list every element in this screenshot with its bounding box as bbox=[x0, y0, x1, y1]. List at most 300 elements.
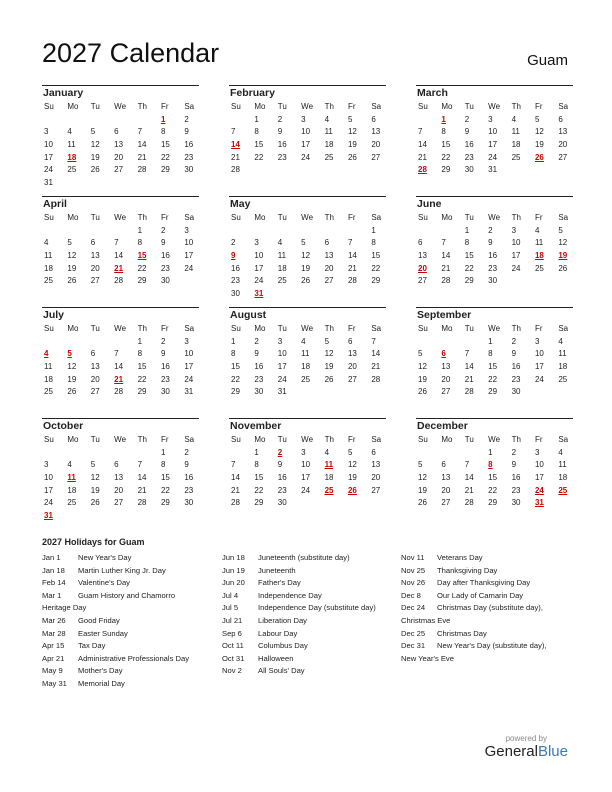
day-cell: 16 bbox=[488, 251, 498, 261]
holiday-day: 5 bbox=[67, 349, 72, 359]
day-cell: 28 bbox=[231, 498, 240, 508]
holiday-day: 2 bbox=[277, 447, 283, 457]
day-cell: 13 bbox=[324, 251, 334, 261]
day-cell: 14 bbox=[114, 251, 124, 261]
weekday-header: Th bbox=[324, 324, 334, 333]
empty-cell bbox=[416, 447, 439, 460]
day-cell: 27 bbox=[114, 498, 124, 508]
holiday-day: 25 bbox=[324, 485, 334, 495]
day-cell: 22 bbox=[488, 485, 498, 495]
day-cell: 3 bbox=[488, 114, 493, 124]
day-cell: 30 bbox=[231, 289, 240, 299]
month-name: August bbox=[230, 309, 267, 321]
day-cell: 17 bbox=[301, 473, 311, 483]
day-grid bbox=[229, 212, 386, 301]
day-cell: 5 bbox=[558, 225, 563, 235]
day-cell: 11 bbox=[534, 238, 544, 248]
day-cell: 3 bbox=[184, 336, 189, 346]
weekday-header: Sa bbox=[558, 213, 569, 222]
holiday-date: Dec 8 bbox=[401, 590, 421, 600]
day-cell: 31 bbox=[277, 387, 287, 397]
holiday-date: Nov 26 bbox=[401, 578, 426, 588]
day-cell: 22 bbox=[231, 374, 240, 384]
day-cell: 22 bbox=[160, 485, 170, 495]
weekday-header: Th bbox=[137, 102, 147, 111]
weekday-header: We bbox=[488, 324, 501, 333]
day-cell: 18 bbox=[558, 473, 568, 483]
holiday-date: Dec 25 bbox=[401, 628, 426, 638]
day-cell: 8 bbox=[464, 238, 470, 248]
empty-cell bbox=[65, 447, 88, 460]
day-cell: 4 bbox=[277, 238, 283, 248]
day-cell: 22 bbox=[464, 263, 474, 273]
holiday-date: Feb 14 bbox=[42, 578, 66, 588]
day-cell: 27 bbox=[371, 485, 381, 495]
weekday-header: Tu bbox=[90, 324, 100, 333]
day-cell: 9 bbox=[511, 460, 517, 470]
day-cell: 8 bbox=[137, 238, 143, 248]
month-name: July bbox=[43, 309, 65, 321]
weekday-header: Fr bbox=[534, 435, 543, 444]
holiday-entry bbox=[222, 628, 376, 641]
holiday-entry bbox=[222, 590, 376, 603]
holiday-day: 9 bbox=[231, 251, 236, 261]
holiday-name: New Year's Eve bbox=[401, 653, 454, 663]
day-cell: 16 bbox=[277, 473, 287, 483]
empty-cell bbox=[323, 225, 346, 238]
day-cell: 15 bbox=[371, 251, 381, 261]
day-cell: 16 bbox=[277, 140, 287, 150]
day-cell: 19 bbox=[418, 374, 427, 384]
day-cell: 12 bbox=[301, 251, 311, 261]
weekday-header: Sa bbox=[184, 213, 195, 222]
weekday-header: Th bbox=[324, 102, 334, 111]
weekday-header: Tu bbox=[90, 102, 100, 111]
day-cell: 23 bbox=[254, 374, 264, 384]
day-cell: 4 bbox=[534, 225, 540, 235]
day-cell: 24 bbox=[184, 374, 194, 384]
day-cell: 23 bbox=[184, 485, 194, 495]
day-cell: 14 bbox=[418, 140, 427, 150]
day-cell: 24 bbox=[488, 152, 498, 162]
month-december bbox=[416, 418, 573, 529]
holiday-name: Juneteenth (substitute day) bbox=[258, 553, 350, 562]
day-cell: 10 bbox=[184, 238, 194, 248]
day-grid bbox=[229, 323, 386, 399]
empty-cell bbox=[416, 336, 439, 349]
day-cell: 11 bbox=[277, 251, 287, 261]
day-cell: 29 bbox=[464, 276, 474, 286]
day-cell: 14 bbox=[441, 251, 451, 261]
day-cell: 9 bbox=[160, 349, 166, 359]
empty-cell bbox=[65, 336, 88, 349]
day-cell: 15 bbox=[160, 473, 170, 483]
weekday-header: Fr bbox=[160, 435, 169, 444]
day-cell: 1 bbox=[254, 447, 259, 457]
holiday-name: Valentine's Day bbox=[78, 578, 130, 588]
day-cell: 5 bbox=[534, 114, 540, 124]
weekday-header: Sa bbox=[371, 324, 382, 333]
day-cell: 14 bbox=[114, 362, 124, 372]
day-cell: 12 bbox=[90, 473, 100, 483]
day-cell: 3 bbox=[254, 238, 259, 248]
day-cell: 27 bbox=[441, 498, 451, 508]
day-cell: 30 bbox=[511, 498, 521, 508]
day-cell: 30 bbox=[464, 165, 474, 175]
month-name: December bbox=[417, 420, 468, 432]
day-cell: 2 bbox=[231, 238, 236, 248]
weekday-header: Fr bbox=[347, 435, 356, 444]
day-cell: 19 bbox=[67, 263, 77, 273]
day-cell: 10 bbox=[534, 349, 544, 359]
weekday-header: We bbox=[114, 324, 127, 333]
brand-logo bbox=[485, 743, 568, 760]
day-cell: 9 bbox=[184, 460, 189, 470]
weekday-header: Su bbox=[44, 102, 54, 111]
day-cell: 27 bbox=[114, 165, 124, 175]
day-cell: 23 bbox=[511, 374, 521, 384]
day-cell: 8 bbox=[160, 460, 166, 470]
holiday-date: Mar 28 bbox=[42, 628, 66, 638]
weekday-header: Tu bbox=[90, 213, 100, 222]
weekday-header: Tu bbox=[277, 324, 287, 333]
day-cell: 26 bbox=[67, 387, 77, 397]
holiday-entry bbox=[401, 602, 547, 615]
day-cell: 24 bbox=[301, 152, 311, 162]
day-cell: 14 bbox=[137, 473, 147, 483]
weekday-header: Th bbox=[137, 435, 147, 444]
day-cell: 27 bbox=[441, 387, 451, 397]
holiday-entry bbox=[42, 615, 189, 628]
day-cell: 1 bbox=[488, 447, 493, 457]
holiday-entry bbox=[42, 640, 189, 653]
holiday-name: Heritage Day bbox=[42, 603, 87, 613]
day-cell: 15 bbox=[488, 362, 498, 372]
empty-cell bbox=[463, 336, 486, 349]
holiday-day: 6 bbox=[441, 349, 446, 359]
day-cell: 25 bbox=[67, 165, 77, 175]
day-cell: 20 bbox=[114, 485, 124, 495]
day-cell: 22 bbox=[254, 152, 264, 162]
holiday-entry bbox=[42, 628, 189, 641]
weekday-header: Mo bbox=[67, 324, 79, 333]
day-cell: 22 bbox=[137, 374, 147, 384]
month-name: April bbox=[43, 198, 67, 210]
empty-cell bbox=[136, 447, 159, 460]
day-cell: 17 bbox=[534, 362, 544, 372]
holiday-name: Christmas Day (substitute day), bbox=[437, 603, 543, 613]
day-cell: 7 bbox=[231, 127, 236, 137]
day-cell: 3 bbox=[44, 127, 49, 137]
weekday-header: Sa bbox=[371, 213, 382, 222]
holiday-date: Apr 21 bbox=[42, 653, 65, 663]
holiday-date: May 31 bbox=[42, 678, 67, 688]
holiday-name: Our Lady of Camarin Day bbox=[437, 590, 524, 600]
page-title: 2027 Calendar bbox=[42, 38, 220, 68]
day-cell: 15 bbox=[488, 473, 498, 483]
empty-cell bbox=[276, 225, 299, 238]
holiday-name: Christmas Eve bbox=[401, 615, 451, 625]
day-cell: 23 bbox=[231, 276, 240, 286]
month-name: June bbox=[417, 198, 442, 210]
day-cell: 16 bbox=[160, 251, 170, 261]
day-cell: 12 bbox=[534, 127, 544, 137]
day-cell: 18 bbox=[558, 362, 568, 372]
month-february bbox=[229, 85, 386, 196]
day-cell: 6 bbox=[371, 447, 376, 457]
holiday-entry bbox=[42, 678, 189, 691]
day-cell: 20 bbox=[90, 374, 100, 384]
day-cell: 16 bbox=[511, 473, 521, 483]
holiday-name: Veterans Day bbox=[437, 553, 483, 562]
day-cell: 11 bbox=[44, 251, 53, 261]
holiday-entry bbox=[401, 615, 547, 628]
day-cell: 20 bbox=[324, 263, 334, 273]
day-cell: 8 bbox=[488, 349, 493, 359]
weekday-header: Th bbox=[137, 213, 147, 222]
weekday-header: We bbox=[488, 102, 501, 111]
day-cell: 26 bbox=[324, 374, 334, 384]
day-cell: 17 bbox=[254, 263, 264, 273]
weekday-header: Fr bbox=[534, 213, 543, 222]
day-grid bbox=[42, 434, 199, 523]
day-cell: 23 bbox=[488, 263, 498, 273]
day-cell: 7 bbox=[114, 349, 119, 359]
day-cell: 12 bbox=[558, 238, 568, 248]
day-cell: 12 bbox=[418, 473, 427, 483]
empty-cell bbox=[42, 114, 65, 127]
day-cell: 7 bbox=[371, 336, 376, 346]
day-cell: 4 bbox=[301, 336, 306, 346]
day-cell: 21 bbox=[137, 485, 147, 495]
day-cell: 10 bbox=[44, 473, 53, 483]
holiday-entry bbox=[401, 577, 547, 590]
holiday-name: Juneteenth bbox=[258, 565, 296, 575]
day-cell: 6 bbox=[558, 114, 563, 124]
day-cell: 10 bbox=[254, 251, 264, 261]
day-cell: 18 bbox=[277, 263, 287, 273]
day-cell: 9 bbox=[184, 127, 189, 137]
day-cell: 29 bbox=[160, 165, 170, 175]
day-cell: 11 bbox=[558, 460, 567, 470]
day-cell: 4 bbox=[324, 447, 330, 457]
day-cell: 20 bbox=[441, 485, 451, 495]
holiday-date: Nov 25 bbox=[401, 565, 426, 575]
weekday-header: We bbox=[114, 102, 127, 111]
holiday-entry bbox=[42, 665, 189, 678]
weekday-header: Su bbox=[44, 435, 54, 444]
holiday-entry bbox=[222, 665, 376, 678]
day-cell: 7 bbox=[418, 127, 423, 137]
day-cell: 16 bbox=[160, 362, 170, 372]
day-cell: 26 bbox=[67, 276, 77, 286]
holiday-entry bbox=[42, 653, 189, 666]
day-cell: 20 bbox=[371, 140, 381, 150]
day-cell: 9 bbox=[488, 238, 493, 248]
day-cell: 21 bbox=[418, 152, 427, 162]
weekday-header: Sa bbox=[184, 324, 195, 333]
weekday-header: Th bbox=[511, 102, 521, 111]
weekday-header: Tu bbox=[464, 102, 474, 111]
day-cell: 29 bbox=[371, 276, 381, 286]
day-cell: 18 bbox=[324, 473, 334, 483]
day-cell: 9 bbox=[254, 349, 259, 359]
day-cell: 2 bbox=[488, 225, 493, 235]
holiday-date: Mar 1 bbox=[42, 590, 62, 600]
weekday-header: Su bbox=[231, 324, 241, 333]
day-cell: 11 bbox=[44, 362, 53, 372]
day-cell: 22 bbox=[137, 263, 147, 273]
day-grid bbox=[416, 323, 573, 399]
weekday-header: Th bbox=[511, 324, 521, 333]
day-cell: 22 bbox=[441, 152, 451, 162]
weekday-header: Sa bbox=[558, 102, 569, 111]
holiday-day: 8 bbox=[488, 460, 493, 470]
day-cell: 19 bbox=[324, 362, 334, 372]
day-cell: 3 bbox=[511, 225, 517, 235]
empty-cell bbox=[439, 225, 462, 238]
weekday-header: We bbox=[301, 435, 314, 444]
day-cell: 8 bbox=[371, 238, 376, 248]
holiday-entry bbox=[401, 640, 547, 653]
day-cell: 25 bbox=[534, 263, 544, 273]
day-cell: 5 bbox=[347, 114, 353, 124]
day-cell: 14 bbox=[347, 251, 357, 261]
weekday-header: Fr bbox=[160, 213, 169, 222]
holiday-name: Independence Day (substitute day) bbox=[258, 603, 376, 613]
weekday-header: Su bbox=[418, 435, 428, 444]
weekday-header: Sa bbox=[558, 435, 569, 444]
day-cell: 30 bbox=[160, 387, 170, 397]
day-cell: 21 bbox=[231, 152, 240, 162]
day-cell: 7 bbox=[441, 238, 446, 248]
day-cell: 21 bbox=[371, 362, 381, 372]
brand-general: General bbox=[484, 743, 538, 760]
day-grid bbox=[42, 101, 199, 190]
day-cell: 27 bbox=[90, 276, 100, 286]
day-cell: 12 bbox=[347, 127, 357, 137]
day-cell: 15 bbox=[160, 140, 170, 150]
day-cell: 20 bbox=[347, 362, 357, 372]
day-cell: 15 bbox=[231, 362, 240, 372]
day-cell: 22 bbox=[254, 485, 264, 495]
holiday-day: 15 bbox=[137, 251, 147, 261]
day-cell: 26 bbox=[90, 165, 100, 175]
weekday-header: Th bbox=[324, 213, 334, 222]
weekday-header: Fr bbox=[347, 324, 356, 333]
day-cell: 2 bbox=[184, 114, 189, 124]
holiday-date: Jul 4 bbox=[222, 590, 239, 600]
holiday-date: Jan 18 bbox=[42, 565, 65, 575]
empty-cell bbox=[65, 225, 88, 238]
day-cell: 2 bbox=[160, 336, 166, 346]
day-cell: 29 bbox=[137, 276, 147, 286]
month-april bbox=[42, 196, 199, 307]
day-cell: 5 bbox=[418, 460, 423, 470]
holiday-entry bbox=[222, 615, 376, 628]
day-cell: 8 bbox=[160, 127, 166, 137]
day-cell: 25 bbox=[301, 374, 311, 384]
day-cell: 11 bbox=[301, 349, 310, 359]
month-name: May bbox=[230, 198, 251, 210]
day-cell: 6 bbox=[371, 114, 376, 124]
day-cell: 13 bbox=[418, 251, 427, 261]
holiday-date: Jun 19 bbox=[222, 565, 245, 575]
day-cell: 30 bbox=[511, 387, 521, 397]
day-cell: 27 bbox=[371, 152, 381, 162]
weekday-header: We bbox=[301, 213, 314, 222]
empty-cell bbox=[42, 336, 65, 349]
holiday-date: Oct 11 bbox=[222, 641, 244, 651]
day-cell: 28 bbox=[114, 387, 124, 397]
day-cell: 25 bbox=[324, 152, 334, 162]
day-cell: 23 bbox=[160, 263, 170, 273]
day-cell: 29 bbox=[488, 498, 498, 508]
holiday-name: Martin Luther King Jr. Day bbox=[78, 565, 166, 575]
holiday-name: Memorial Day bbox=[78, 678, 125, 688]
day-cell: 28 bbox=[347, 276, 357, 286]
holiday-name: All Souls' Day bbox=[258, 666, 305, 676]
day-cell: 20 bbox=[90, 263, 100, 273]
holiday-name: New Year's Day (substitute day), bbox=[437, 641, 547, 651]
day-cell: 24 bbox=[254, 276, 264, 286]
day-cell: 6 bbox=[418, 238, 423, 248]
weekday-header: Mo bbox=[254, 324, 266, 333]
day-cell: 1 bbox=[160, 447, 166, 457]
day-cell: 8 bbox=[441, 127, 446, 137]
day-cell: 3 bbox=[534, 336, 540, 346]
day-cell: 14 bbox=[371, 349, 381, 359]
day-cell: 10 bbox=[511, 238, 521, 248]
holiday-day: 31 bbox=[44, 511, 53, 521]
month-row bbox=[42, 418, 573, 529]
day-cell: 20 bbox=[558, 140, 568, 150]
holiday-name: Easter Sunday bbox=[78, 628, 128, 638]
day-cell: 8 bbox=[231, 349, 236, 359]
holiday-day: 18 bbox=[534, 251, 544, 261]
day-cell: 15 bbox=[137, 362, 147, 372]
day-cell: 29 bbox=[254, 498, 264, 508]
month-august bbox=[229, 307, 386, 418]
holiday-day: 26 bbox=[534, 152, 544, 162]
holiday-name: Columbus Day bbox=[258, 641, 308, 651]
month-row bbox=[42, 196, 573, 307]
empty-cell bbox=[89, 336, 112, 349]
empty-cell bbox=[112, 114, 135, 127]
day-cell: 5 bbox=[324, 336, 330, 346]
day-cell: 10 bbox=[488, 127, 498, 137]
weekday-header: Sa bbox=[371, 435, 382, 444]
day-cell: 29 bbox=[231, 387, 240, 397]
day-cell: 25 bbox=[67, 498, 77, 508]
day-cell: 25 bbox=[44, 387, 53, 397]
holiday-day: 24 bbox=[534, 485, 544, 495]
day-cell: 13 bbox=[558, 127, 568, 137]
day-cell: 5 bbox=[90, 460, 96, 470]
day-cell: 25 bbox=[511, 152, 521, 162]
day-cell: 1 bbox=[371, 225, 376, 235]
day-cell: 31 bbox=[488, 165, 498, 175]
day-cell: 17 bbox=[184, 251, 194, 261]
weekday-header: We bbox=[488, 435, 501, 444]
day-cell: 20 bbox=[441, 374, 451, 384]
month-name: January bbox=[43, 87, 84, 99]
holiday-entry bbox=[401, 628, 547, 641]
day-cell: 11 bbox=[511, 127, 520, 137]
weekday-header: Su bbox=[418, 213, 428, 222]
day-cell: 20 bbox=[371, 473, 381, 483]
day-cell: 4 bbox=[324, 114, 330, 124]
